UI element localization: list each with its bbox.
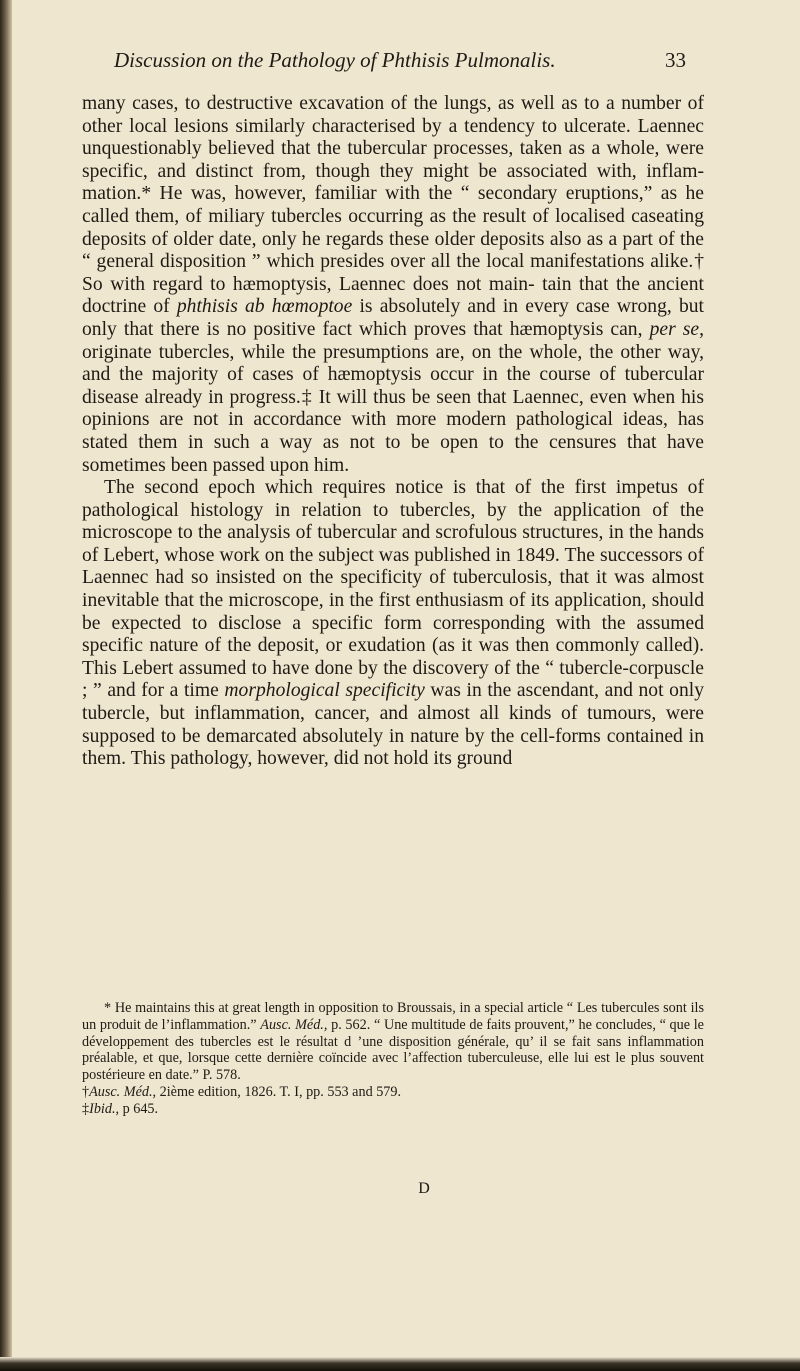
binding-shadow [0,0,12,1371]
running-head [114,48,686,76]
footnotes [82,1000,704,1118]
page-bottom-edge [0,1357,800,1371]
body-text [82,93,704,771]
paragraph-2: The second epoch which requires notice is that of the first impetus of pathological histology in relation to tubercles, by the application of the microscope to the analysis of tubercular and scrofulous structures, in the hands of Lebert, whose work on the subject was published in 1849. The successors of Laennec had so insisted on the specificity of tuberculosis, that it was almost inevitable that the microscope, in the first enthusiasm of its application, should be expected to disclose a specific form corresponding with the assumed specific nature of the deposit, or exudation (as it was then commonly called). This Lebert assumed to have done by the discovery of the “ tubercle-corpuscle ; ” and for a time morphological specificity was in the ascendant, and not only tubercle, but inflammation, cancer, and almost all kinds of tumours, were supposed to be demarcated absolutely in nature by the cell-forms contained in them. This pathology, however, did not hold its ground [82,477,704,770]
signature-mark: D [418,1180,430,1197]
footnote-3: ‡Ibid., p 645. [82,1100,159,1117]
paragraph-1: many cases, to destructive excavation of the lungs, as well as to a number of other local lesions similarly characterised by a tendency to ulcerate. Laennec unquestionably believed that the tubercular processes, taken as a whole, were specific, and distinct from, though they might be associated with, inflam- mation.* He was, however, familiar with the “ secondary eruptions,” as he called them, of miliary tubercles occurring as the result of localised caseating deposits of older date, only he regards these older deposits also as a part of the “ general disposition ” which presides over all the local manifestations alike.† So with regard to hæmoptysis, Laennec does not main- tain that the ancient doctrine of phthisis ab hœmoptoe is absolutely and in every case wrong, but only that there is no positive fact which proves that hæmoptysis can, per se, originate tubercles, while the presumptions are, on the whole, the other way, and the majority of cases of hæmoptysis occur in the course of tubercular disease already in progress.‡ It will thus be seen that Laennec, even when his opinions are not in accordance with more modern pathological ideas, has stated them in such a way as not to be open to the censures that have sometimes been passed upon him. [82,93,704,476]
footnote-1: * He maintains this at great length in opposition to Broussais, in a special article “ Les tubercules sont ils un produit de l’inflammation.” Ausc. Méd., p. 562. “ Une multitude de faits prouvent,” he concludes, “ que le développement des tubercles est le résultat d ’une disposition générale, qu’ il se fait sans inflammation préalable, et que, lorsque cette dernière coïncide avec l’affection tuberculeuse, elle lui est le plus souvent postérieure en date.” P. 578. [82,1000,704,1084]
book-page [30,0,800,1371]
running-head-title: Discussion on the Pathology of Phthisis Pulmonalis. [114,48,556,72]
page-number: 33 [665,48,686,72]
footnote-2: †Ausc. Méd., 2ième edition, 1826. T. I, pp. 553 and 579. [82,1083,402,1100]
